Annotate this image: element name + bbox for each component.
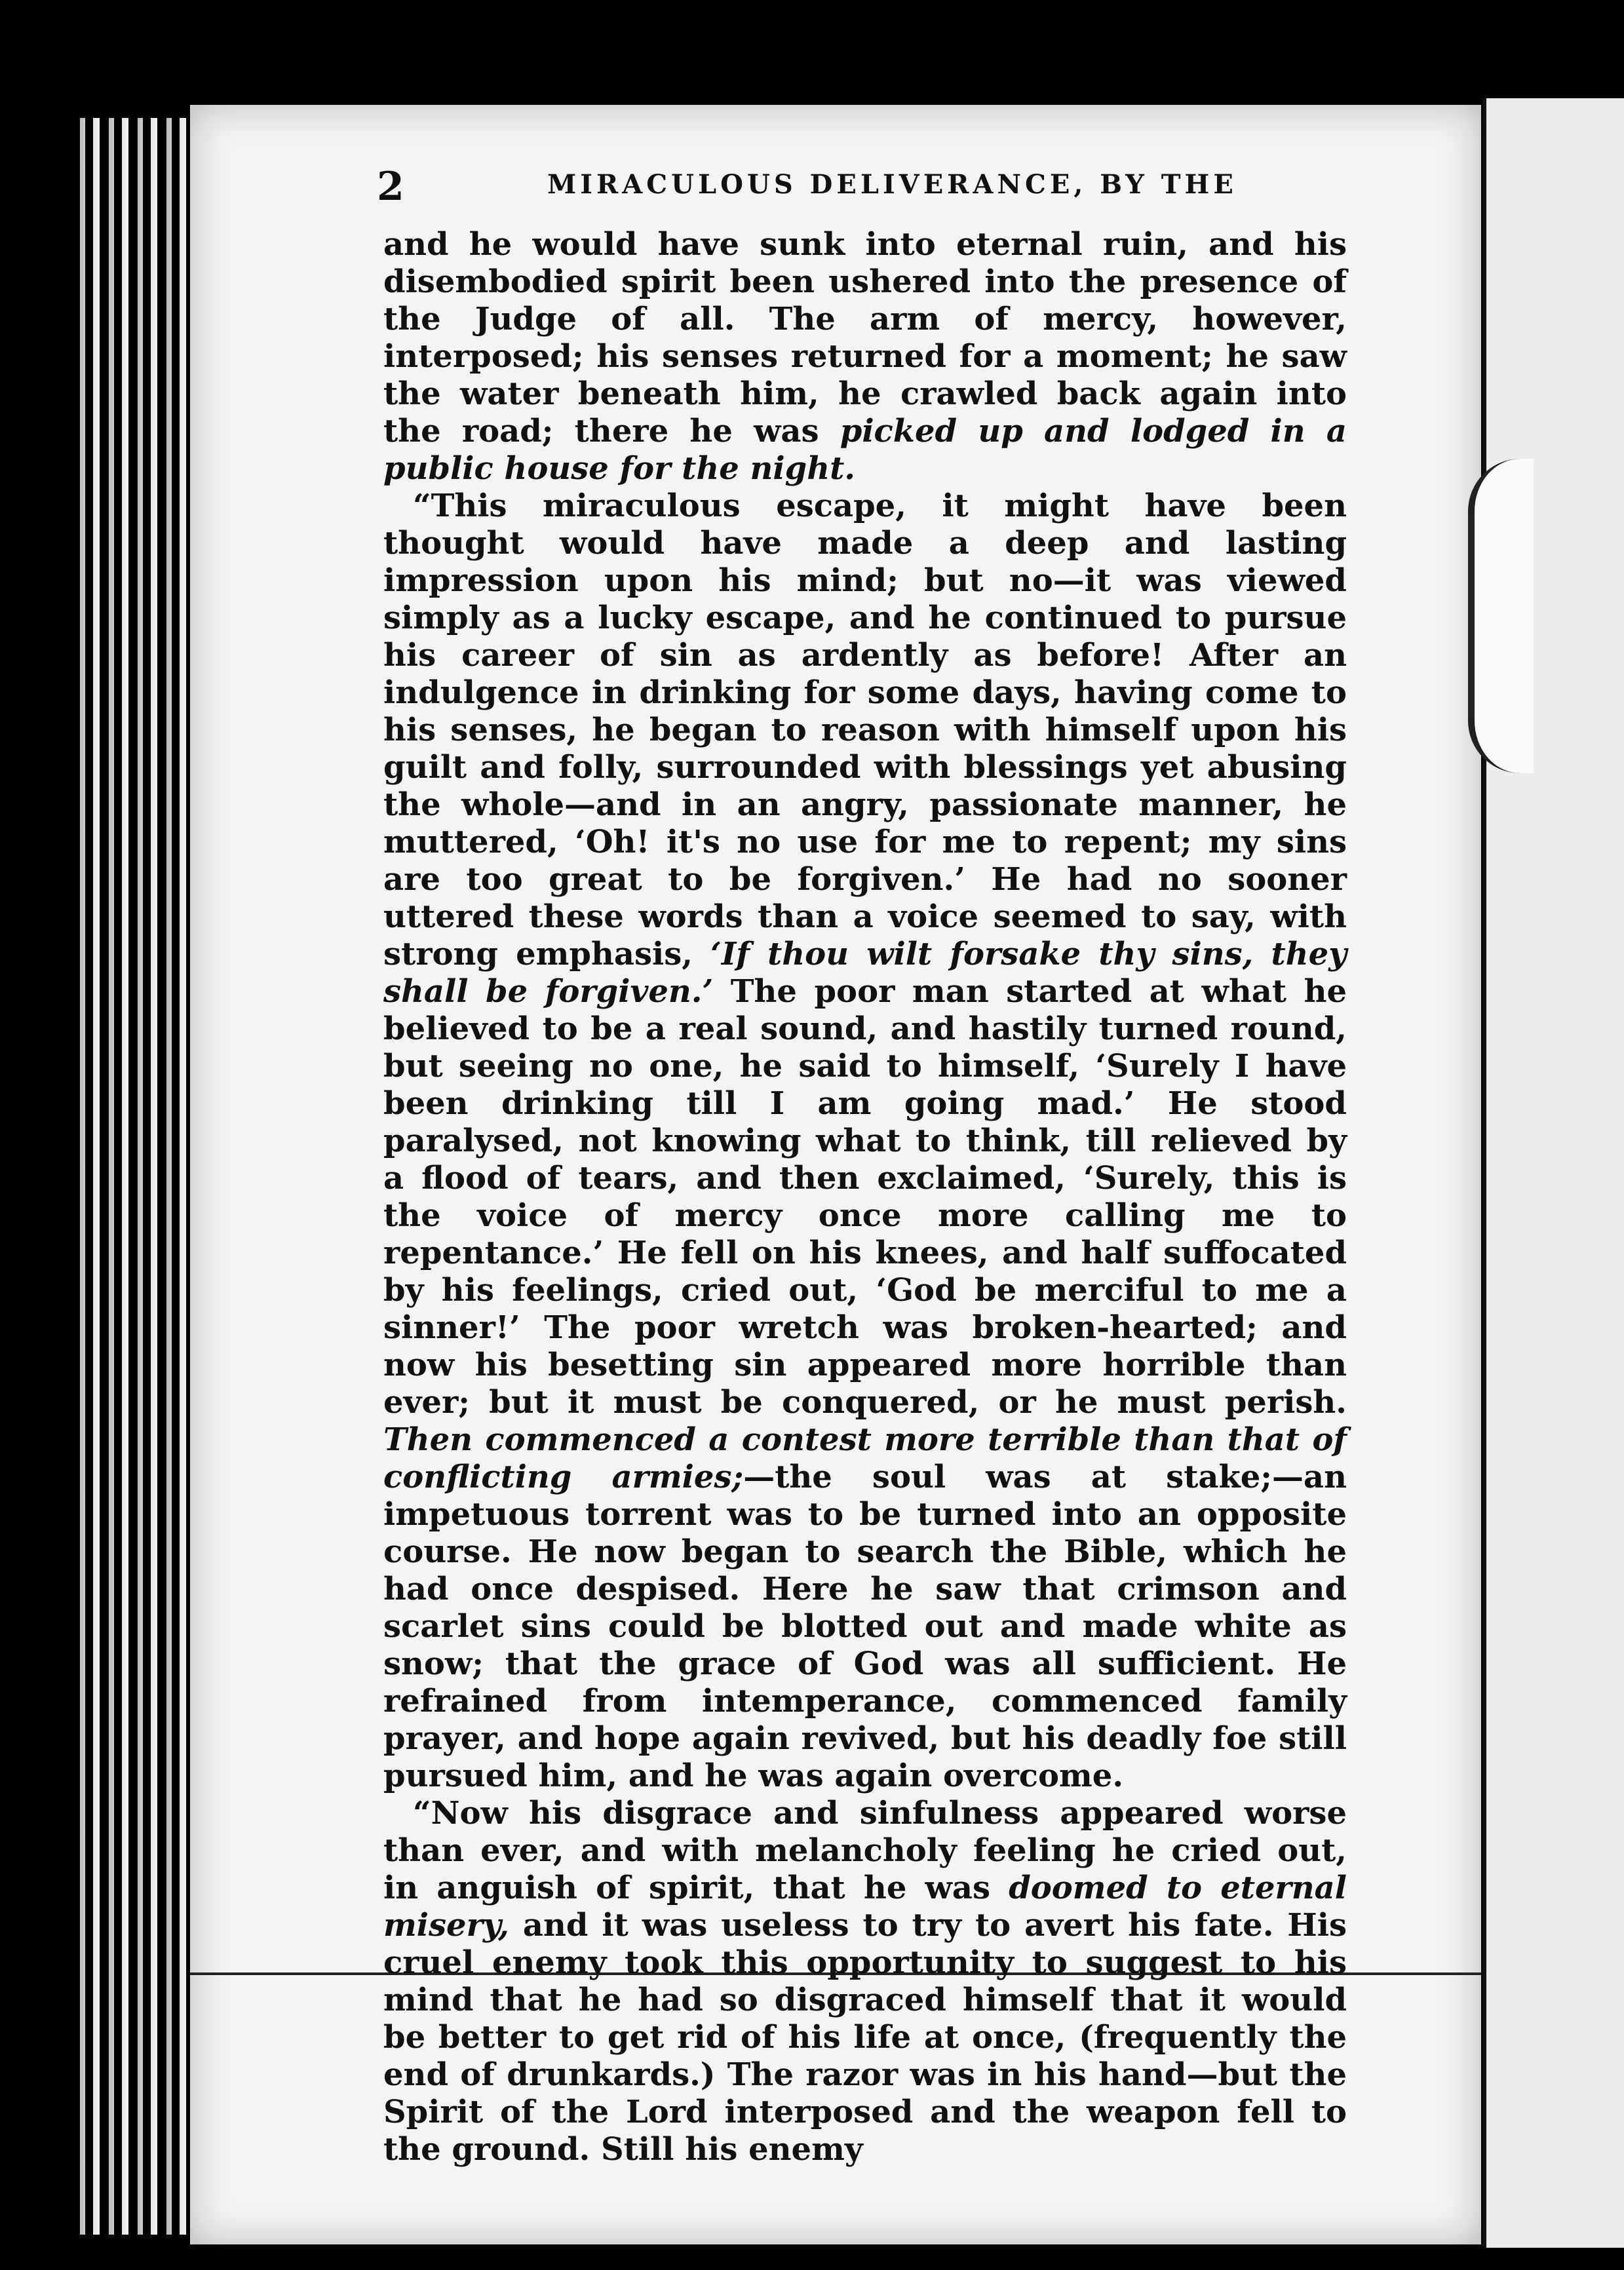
page-curl	[1468, 459, 1534, 773]
text-segment: The poor man started at what he believed to be a real sound, and hastily turned round, but seeing no one, he said to himself, ‘Surely I have been drinking till I am going mad.’ He stood paralysed, not knowing what to think, till relieved by a flood of tears, and then exclaimed, ‘Surely, this is the voice of mercy once more calling me to repentance.’ He fell on his knees, and half suffocated by his feelings, cried out, ‘God be merciful to me a sinner!’ The poor wretch was broken-hearted; and now his besetting sin appeared more horrible than ever; but it must be conquered, or he must perish.	[383, 973, 1347, 1421]
paragraph-1	[383, 226, 1347, 488]
paragraph-2	[383, 488, 1347, 1795]
paragraph-3	[383, 1795, 1347, 2168]
italic-text-segment: doomed to eternal misery,	[383, 1870, 1347, 1944]
text-segment: and it was useless to try to avert his fate. His cruel enemy took this opportunity to suggest to his mind that he had so disgraced himself that it would be better to get rid of his life at once, (frequently the end of drunkards.) The razor was in his hand—but the Spirit of the Lord interposed and the weapon fell to the ground. Still his enemy	[383, 1907, 1347, 2168]
page-number: 2	[377, 164, 404, 210]
italic-text-segment: picked up and lodged in a public house for the night.	[383, 413, 1347, 487]
italic-text-segment: ‘If thou wilt forsake thy sins, they shall be forgiven.’	[383, 936, 1347, 1010]
text-segment: and he would have sunk into eternal ruin, and his disembodied spirit been ushered into the presence of the Judge of all. The arm of mercy, however, interposed; his senses returned for a moment; he saw the water beneath him, he crawled back again into the road; there he was	[383, 226, 1347, 450]
text-segment: “This miraculous escape, it might have been thought would have made a deep and lasting impression upon his mind; but no—it was viewed simply as a lucky escape, and he continued to pursue his career of sin as ardently as before! After an indulgence in drinking for some days, having come to his senses, he began to reason with himself upon his guilt and folly, surrounded with blessings yet abusing the whole—and in an angry, passionate manner, he muttered, ‘Oh! it's no use for me to repent; my sins are too great to be forgiven.’ He had no sooner uttered these words than a voice seemed to say, with strong emphasis,	[383, 488, 1347, 972]
running-header: MIRACULOUS DELIVERANCE, BY THE	[547, 169, 1237, 200]
facing-page-edge	[1482, 98, 1624, 2248]
text-segment: —the soul was at stake;—an impetuous torrent was to be turned into an opposite course. He now began to search the Bible, which he had once despised. Here he saw that crimson and scarlet sins could be blotted out and made white as snow; that the grace of God was all sufficient. He refrained from intemperance, commenced family prayer, and hope again revived, but his deadly foe still pursued him, and he was again overcome.	[383, 1459, 1347, 1794]
italic-text-segment: Then commenced a contest more terrible than that of conflicting armies;	[383, 1421, 1347, 1495]
text-segment: “Now his disgrace and sinfulness appeared worse than ever, and with melancholy feeling he cried out, in anguish of spirit, that he was	[383, 1795, 1347, 1906]
body-text	[383, 226, 1347, 2168]
